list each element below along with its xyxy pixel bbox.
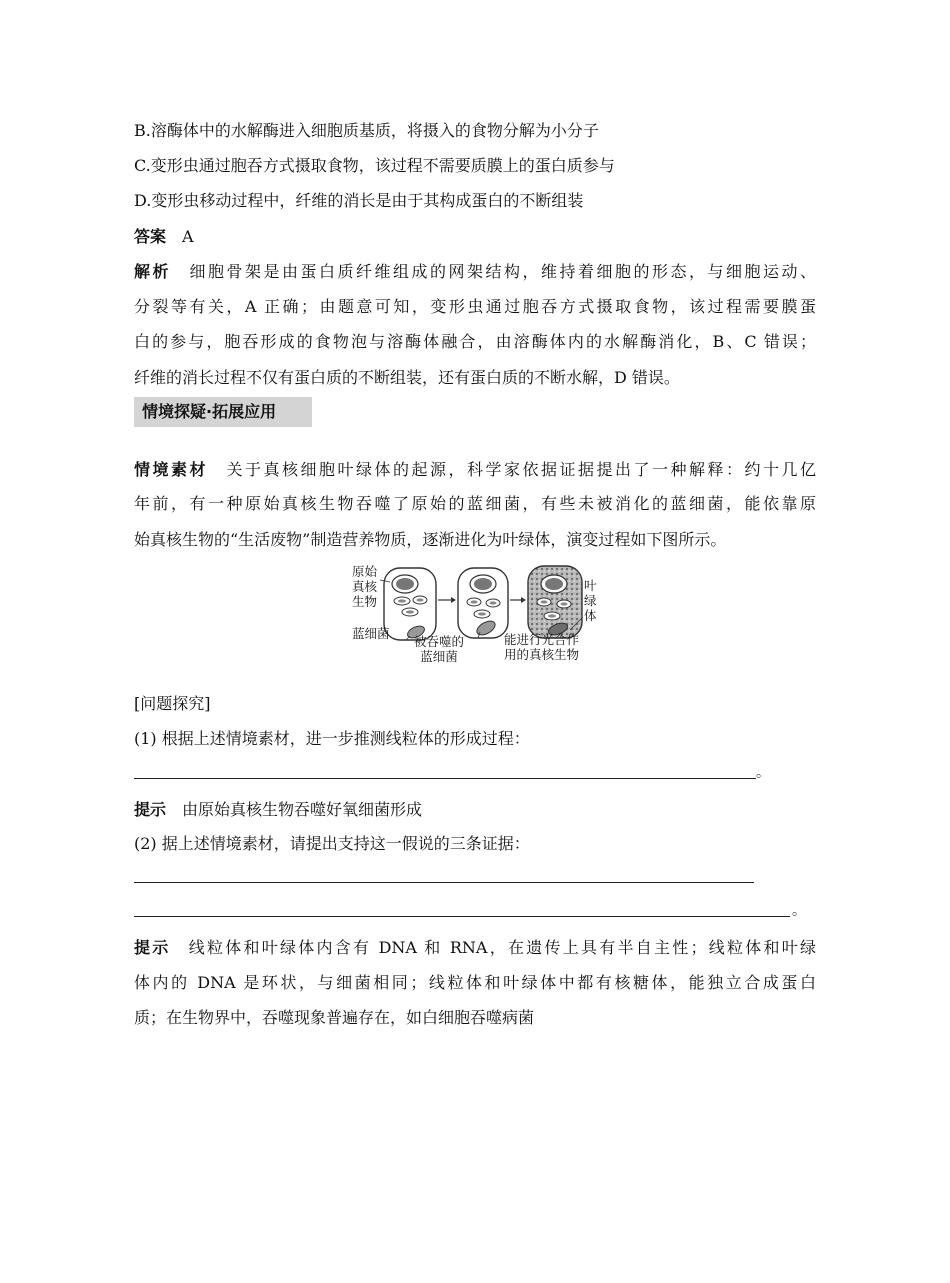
hint-2-line-1: 提示 线粒体和叶绿体内含有 DNA 和 RNA，在遗传上具有半自主性；线粒体和叶绿 — [134, 938, 816, 957]
answer-blank-3 — [134, 916, 790, 917]
analysis-line-2: 分裂等有关，A 正确；由题意可知，变形虫通过胞吞方式摄取食物，该过程需要膜蛋 — [134, 297, 816, 316]
answer-line — [134, 227, 194, 247]
questions-heading: [问题探究] — [134, 694, 211, 713]
question-2: (2) 据上述情境素材，请提出支持这一假说的三条证据： — [134, 834, 530, 853]
end-mark-2: 。 — [792, 903, 806, 919]
option-d: D.变形虫移动过程中，纤维的消长是由于其构成蛋白的不断组装 — [134, 191, 584, 210]
question-1: (1) 根据上述情境素材，进一步推测线粒体的形成过程： — [134, 729, 530, 748]
context-line-2: 年前，有一种原始真核生物吞噬了原始的蓝细菌，有些未被消化的蓝细菌，能依靠原 — [134, 494, 816, 513]
context-line-1: 情境素材 关于真核细胞叶绿体的起源，科学家依据证据提出了一种解释：约十几亿 — [134, 460, 816, 479]
option-c: C.变形虫通过胞吞方式摄取食物，该过程不需要质膜上的蛋白质参与 — [134, 156, 615, 175]
answer-label: 答案 — [134, 227, 167, 246]
hint-2-line-3: 质；在生物界中，吞噬现象普遍存在，如白细胞吞噬病菌 — [134, 1008, 535, 1027]
chloroplast-origin-diagram — [350, 562, 602, 672]
answer-blank-1 — [134, 778, 756, 779]
label-photosynthetic-eukaryote: 能进行光合作 用的真核生物 — [504, 632, 580, 662]
option-b: B.溶酶体中的水解酶进入细胞质基质，将摄入的食物分解为小分子 — [134, 121, 599, 140]
label-chloroplast: 叶 绿 体 — [584, 578, 597, 623]
hint-1: 提示 由原始真核生物吞噬好氧细菌形成 — [134, 800, 423, 819]
context-line-3: 始真核生物的“生活废物”制造营养物质，逐渐进化为叶绿体，演变过程如下图所示。 — [134, 530, 727, 549]
label-primitive-eukaryote: 原始 真核 生物 — [352, 564, 378, 609]
hint-1-label: 提示 — [134, 800, 167, 819]
analysis-line-4: 纤维的消长过程不仅有蛋白质的不断组装，还有蛋白质的不断水解，D 错误。 — [134, 368, 680, 387]
analysis-line-1: 解析 细胞骨架是由蛋白质纤维组成的网架结构，维持着细胞的形态，与细胞运动、 — [134, 262, 816, 281]
analysis-line-3: 白的参与，胞吞形成的食物泡与溶酶体融合，由溶酶体内的水解酶消化，B、C 错误； — [134, 332, 816, 351]
section-heading-text: 情境探疑·拓展应用 — [142, 402, 277, 421]
section-heading — [134, 397, 312, 427]
label-engulfed-cyanobacteria: 被吞噬的 蓝细菌 — [414, 634, 465, 664]
hint-2-label: 提示 — [134, 938, 171, 957]
label-cyanobacteria: 蓝细菌 — [352, 626, 390, 641]
end-mark-1: 。 — [756, 765, 770, 781]
context-label: 情境素材 — [134, 460, 208, 479]
analysis-label: 解析 — [134, 262, 171, 281]
answer-blank-2 — [134, 882, 754, 883]
answer-value: A — [182, 227, 194, 246]
hint-2-line-2: 体内的 DNA 是环状，与细菌相同；线粒体和叶绿体中都有核糖体，能独立合成蛋白 — [134, 973, 816, 992]
